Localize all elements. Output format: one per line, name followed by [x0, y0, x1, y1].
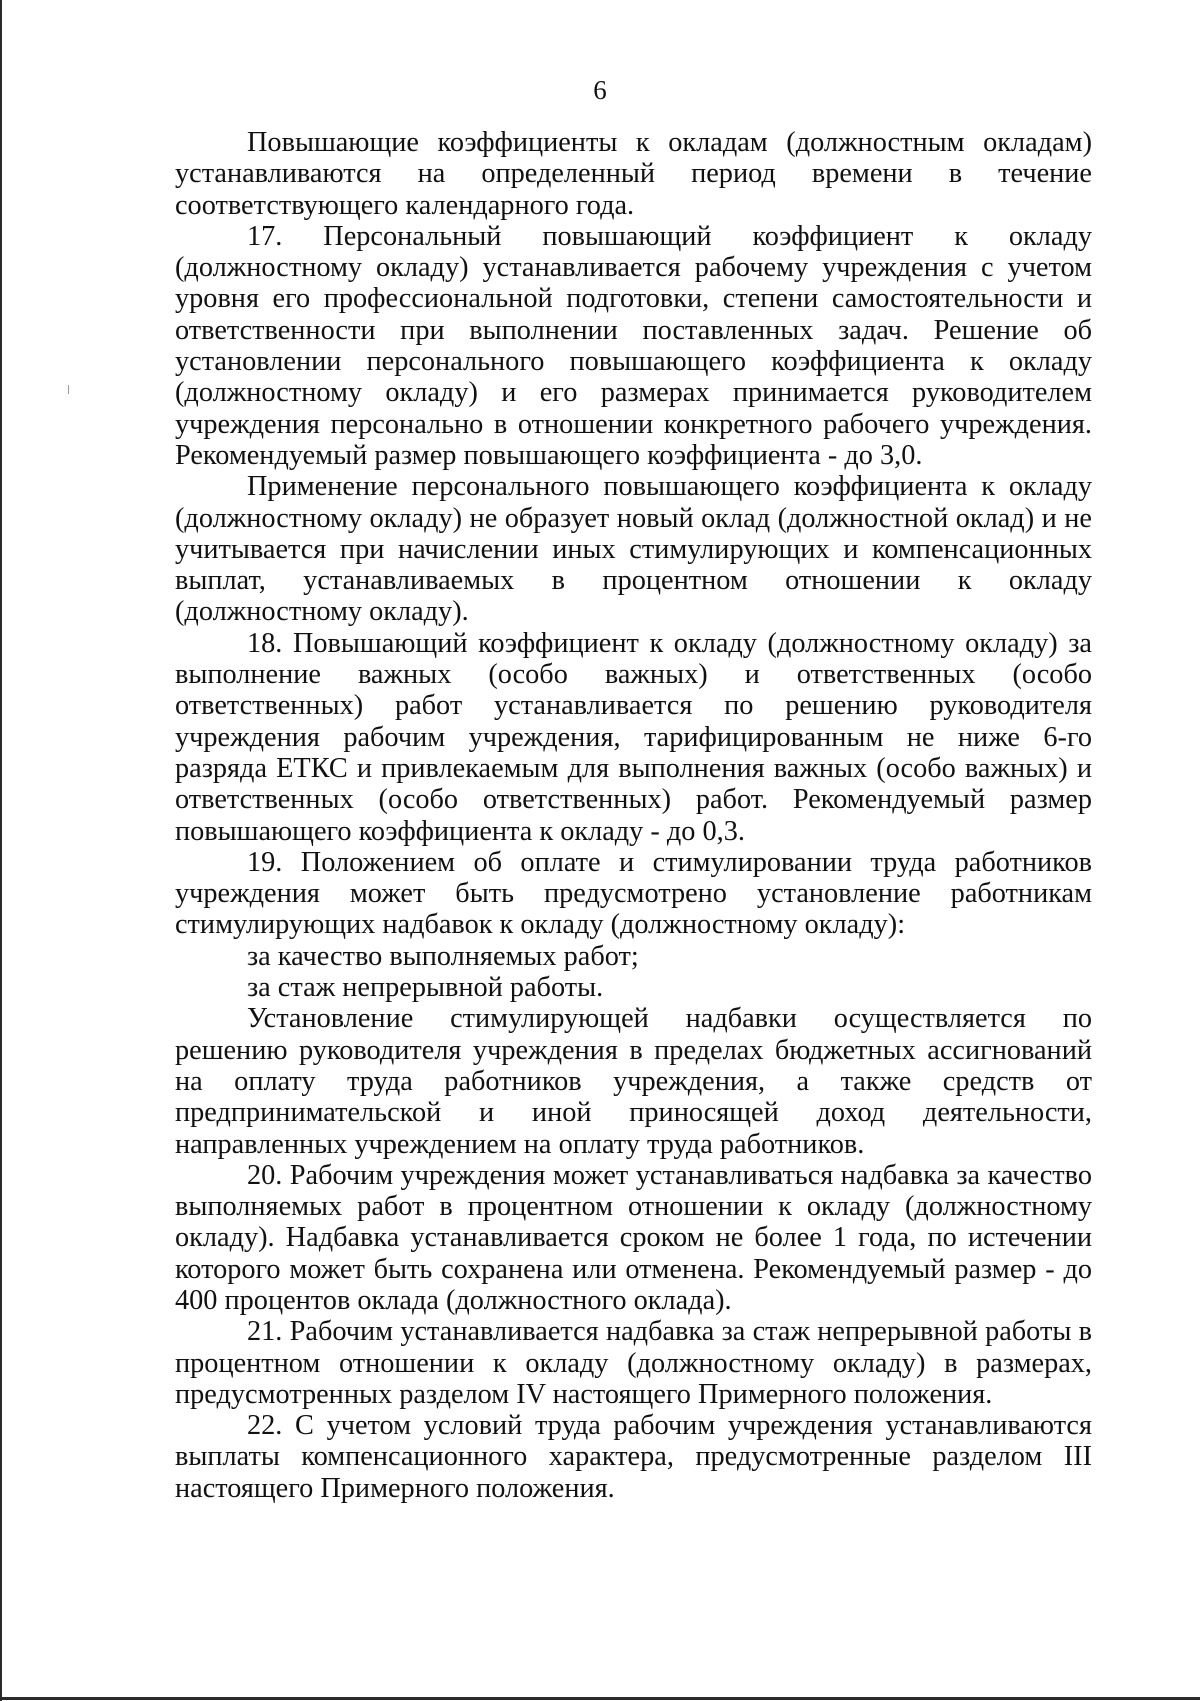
list-item-quality-bonus: за качество выполняемых работ; [247, 940, 639, 972]
paragraph-22-compensation-payments: 22. С учетом условий труда рабочим учреждения устанавливаются выплаты компенсационного характера, предусмотренные разделом III настоящего Примерного положения. [175, 1410, 1092, 1504]
paragraph-17-personal-coefficient: 17. Персональный повышающий коэффициент к окладу (должностному окладу) устанавливается рабочему учреждения с учетом уровня его профессиональной подготовки, степени самостоятельности и ответственности при выполнении поставленных задач. Решение об установлении персонального повышающего коэффициента к окладу (должностному окладу) и его размерах принимается руководителем учреждения персонально в отношении конкретного рабочего учреждения. Рекомендуемый размер повышающего коэффициента - до 3,0. [175, 220, 1092, 471]
paragraph-bonus-establishment: Установление стимулирующей надбавки осуществляется по решению руководителя учреждения в пределах бюджетных ассигнований на оплату труда работников учреждения, а также средств от предпринимательской и иной приносящей доход деятельности, направленных учреждением на оплату труда работников. [175, 1003, 1092, 1160]
list-item-tenure-bonus: за стаж непрерывной работы. [247, 972, 604, 1004]
paragraph-19-stimulating-bonuses: 19. Положением об оплате и стимулировании труда работников учреждения может быть предусмотрено установление работникам стимулирующих надбавок к окладу (должностному окладу): [175, 846, 1092, 941]
scan-bottom-edge [0, 1697, 1200, 1700]
page-number: 6 [593, 75, 607, 105]
scan-left-edge [0, 0, 2, 1701]
scan-speck [68, 385, 69, 394]
paragraph-coefficients-period: Повышающие коэффициенты к окладам (должностным окладам) устанавливаются на определенный период времени в течение соответствующего календарного года. [175, 127, 1092, 221]
paragraph-18-important-work-coefficient: 18. Повышающий коэффициент к окладу (должностному окладу) за выполнение важных (особо важных) и ответственных (особо ответственных) работ устанавливается по решению руководителя учреждения рабочим учреждения, тарифицированным не ниже 6-го разряда ЕТКС и привлекаемым для выполнения важных (особо важных) и ответственных (особо ответственных) работ. Рекомендуемый размер повышающего коэффициента к окладу - до 0,3. [175, 627, 1092, 847]
document-body [175, 127, 1092, 1504]
paragraph-20-quality-bonus: 20. Рабочим учреждения может устанавливаться надбавка за качество выполняемых работ в процентном отношении к окладу (должностному окладу). Надбавка устанавливается сроком не более 1 года, по истечении которого может быть сохранена или отменена. Рекомендуемый размер - до 400 процентов оклада (должностного оклада). [175, 1159, 1092, 1316]
paragraph-21-tenure-bonus: 21. Рабочим устанавливается надбавка за стаж непрерывной работы в процентном отношении к окладу (должностному окладу) в размерах, предусмотренных разделом IV настоящего Примерного положения. [175, 1316, 1092, 1410]
paragraph-personal-coefficient-application: Применение персонального повышающего коэффициента к окладу (должностному окладу) не образует новый оклад (должностной оклад) и не учитывается при начислении иных стимулирующих и компенсационных выплат, устанавливаемых в процентном отношении к окладу (должностному окладу). [175, 471, 1092, 628]
